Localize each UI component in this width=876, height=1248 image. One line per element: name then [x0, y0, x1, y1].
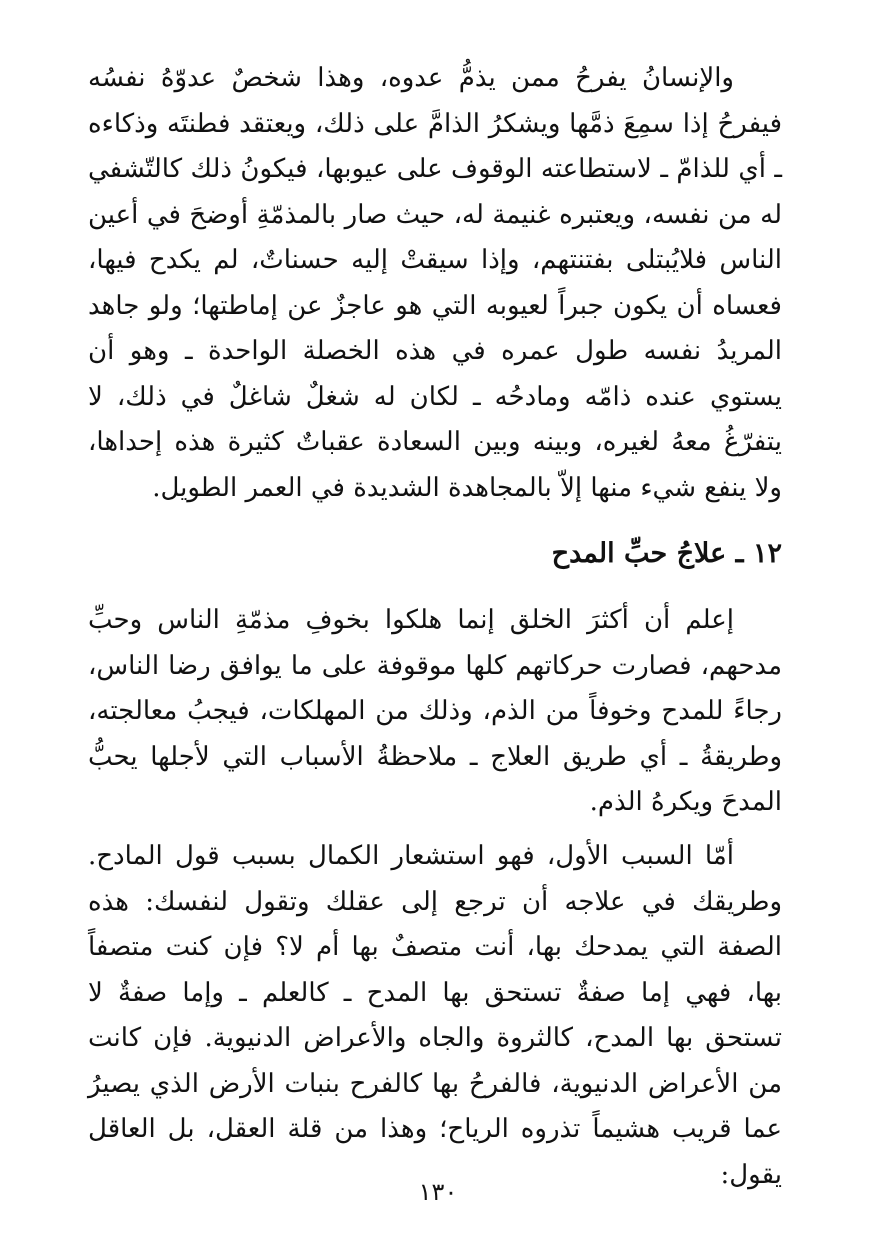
paragraph-intro: والإنسانُ يفرحُ ممن يذمُّ عدوه، وهذا شخصٌ عدوّهُ نفسُه فيفرحُ إذا سمِعَ ذمَّها ويشكرُ الذامَّ على ذلك، ويعتقد فطنتَه وذكاءه ـ أي للذامّ ـ لاستطاعته الوقوف على عيوبها، فيكونُ ذلك كالتّشفي له من نفسه، ويعتبره غنيمة له، حيث صار بالمذمّةِ أوضحَ في أعين الناس فلايُبتلى بفتنتهم، وإذا سيقتْ إليه حسناتٌ، لم يكدح فيها، فعساه أن يكون جبراً لعيوبه التي هو عاجزٌ عن إماطتها؛ ولو جاهد المريدُ نفسه طول عمره في هذه الخصلة الواحدة ـ وهو أن يستوي عنده ذامّه ومادحُه ـ لكان له شغلٌ شاغلٌ في ذلك، لا يتفرّغُ معهُ لغيره، وبينه وبين السعادة عقباتٌ كثيرة هذه إحداها، ولا ينفع شيء منها إلاّ بالمجاهدة الشديدة في العمر الطويل. — [88, 63, 783, 503]
paragraph-section-opening: إعلم أن أكثرَ الخلق إنما هلكوا بخوفِ مذمّةِ الناس وحبِّ مدحهم، فصارت حركاتهم كلها موقوفة على ما يوافق رضا الناس، رجاءً للمدح وخوفاً من الذم، وذلك من المهلكات، فيجبُ معالجته، وطريقةُ ـ أي طريق العلاج ـ ملاحظةُ الأسباب التي لأجلها يحبُّ المدحَ ويكرهُ الذم. — [88, 605, 782, 817]
page-number: ١٣٠ — [418, 1178, 458, 1206]
section-heading: ١٢ ـ علاجُ حبِّ المدح — [551, 538, 782, 569]
paragraph-first-cause: أمّا السبب الأول، فهو استشعار الكمال بسبب قول المادح. وطريقك في علاجه أن ترجع إلى عقلك وتقول لنفسك: هذه الصفة التي يمدحك بها، أنت متصفٌ بها أم لا؟ فإن كنت متصفاً بها، فهي إما صفةٌ تستحق بها المدح ـ كالعلم ـ وإما صفةٌ لا تستحق بها المدح، كالثروة والجاه والأعراض الدنيوية. فإن كانت من الأعراض الدنيوية، فالفرحُ بها كالفرح بنبات الأرض الذي يصيرُ عما قريب هشيماً تذروه الرياح؛ وهذا من قلة العقل، بل العاقل يقول: — [88, 841, 782, 1190]
